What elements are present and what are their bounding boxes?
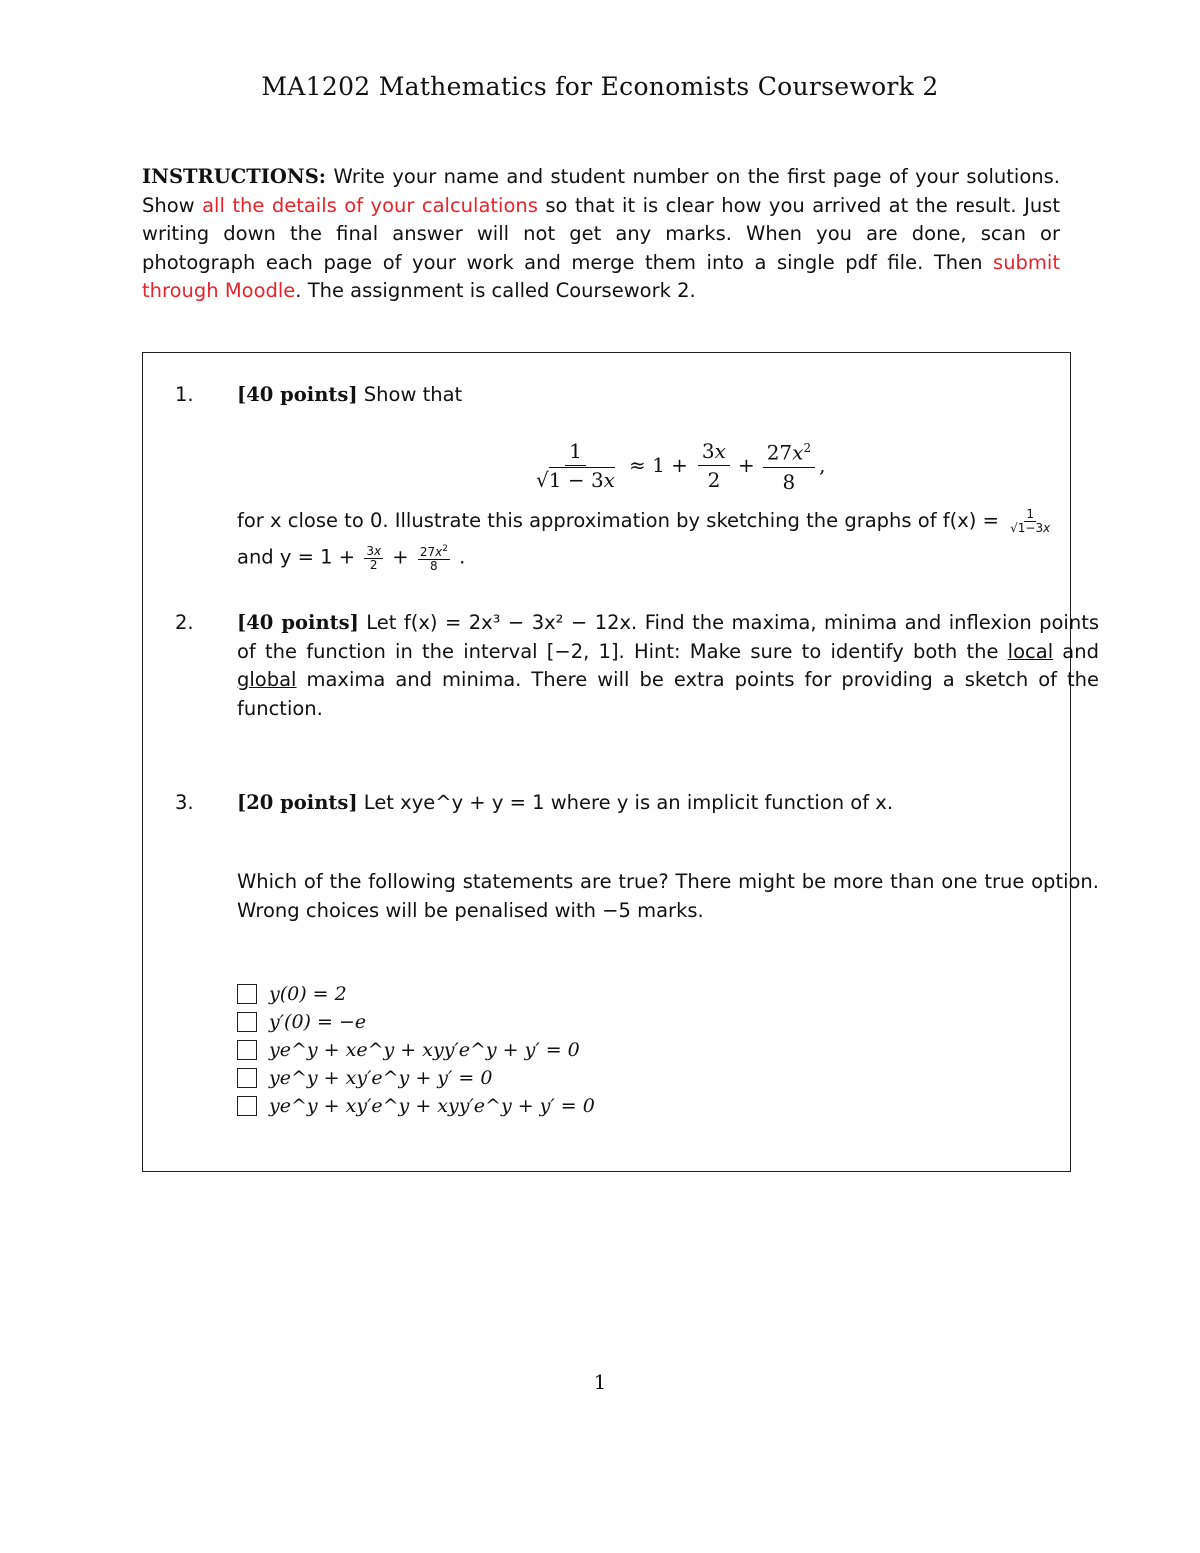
option-4-label: ye^y + xy′e^y + y′ = 0 (269, 1066, 493, 1089)
option-1-checkbox[interactable] (237, 984, 257, 1004)
question-1-number: 1. (175, 383, 194, 406)
instructions-highlight-2: submit through Moodle (142, 250, 1060, 302)
question-2-text-b: maxima and minima. There will be extra points for providing a sketch of the function. (237, 668, 1099, 720)
question-1-text-b-line: and y = 1 + $\frac{3x}{2}$ + $\frac{27x^2}{8}$ . (237, 543, 466, 573)
question-2-number: 2. (175, 611, 194, 634)
question-2-body (237, 609, 1099, 723)
option-1-label: y(0) = 2 (269, 982, 347, 1005)
question-3-text-a: Let xye^y + y = 1 where y is an implicit function of x. (357, 791, 894, 814)
questions-box (142, 352, 1100, 1172)
inline-fraction-3x: $\frac{3x}{2}$ (366, 543, 382, 572)
option-2[interactable] (237, 1008, 366, 1036)
question-1-lead-line (237, 381, 1099, 410)
question-2-and: and (1053, 639, 1099, 663)
question-1-text-a-line (237, 507, 1099, 536)
formula-lhs-fraction: $\frac{1}{√1 - 3x}$ (536, 438, 615, 492)
option-2-label: y′(0) = −e (269, 1010, 367, 1033)
instructions-highlight-1: all the details of your calculations (202, 193, 538, 217)
question-2 (175, 609, 1100, 729)
option-5-checkbox[interactable] (237, 1096, 257, 1116)
instructions-paragraph (142, 163, 1060, 306)
option-5[interactable] (237, 1092, 595, 1120)
question-2-text-a: Let f(x) = 2x³ − 3x² − 12x. Find the maxima, minima and inflexion points of the function in the interval [−2, 1]. Hint: Make sure to identify both the (237, 611, 1100, 663)
question-3-points: [20 points] (237, 791, 358, 814)
question-1-approximation-formula: $\frac{1}{√1 - 3x}$ ≈ 1 + $\frac{3x}{2}$ + $\frac{27x^2}{8}$ , (528, 433, 825, 497)
question-2-local: local (1007, 639, 1054, 663)
question-3-instructions: Which of the following statements are true? There might be more than one true option. Wrong choices will be penalised with −5 marks. (237, 870, 1099, 922)
inline-fraction-27x2: $\frac{27x^2}{8}$ (419, 544, 448, 573)
inline-fraction-f: $\frac{1}{√1-3x}$ (1010, 507, 1051, 535)
option-3[interactable] (237, 1036, 580, 1064)
question-2-global: global (237, 668, 297, 691)
option-4[interactable] (237, 1064, 492, 1092)
instructions-text-2: so that it is clear how you arrived at the result. Just writing down the final answer will not get any marks. When you are done, scan or photograph each page of your work and merge them into a single pdf file. Then (142, 193, 1060, 274)
instructions-label: INSTRUCTIONS: (142, 165, 326, 188)
option-3-checkbox[interactable] (237, 1040, 257, 1060)
question-1-lead: Show that (357, 383, 463, 406)
question-3-number: 3. (175, 791, 194, 814)
option-1[interactable] (237, 980, 347, 1008)
question-1-text-b: and y = 1 + (237, 545, 356, 569)
option-5-label: ye^y + xy′e^y + xyy′e^y + y′ = 0 (269, 1094, 595, 1117)
instructions-text-3: . The assignment is called Coursework 2. (295, 279, 696, 302)
question-1-text-a: for x close to 0. Illustrate this approximation by sketching the graphs of f(x) = (237, 509, 999, 532)
formula-term-3: $\frac{27x^2}{8}$ (763, 436, 815, 494)
question-1 (175, 381, 1065, 573)
option-2-checkbox[interactable] (237, 1012, 257, 1032)
question-3-statement (237, 789, 1099, 818)
formula-term-2: $\frac{3x}{2}$ (698, 439, 730, 492)
option-3-label: ye^y + xe^y + xyy′e^y + y′ = 0 (269, 1038, 580, 1061)
question-1-points: [40 points] (237, 383, 358, 406)
question-3 (175, 789, 1099, 1129)
option-4-checkbox[interactable] (237, 1068, 257, 1088)
page-number: 1 (593, 1370, 607, 1394)
question-2-points: [40 points] (237, 611, 359, 634)
instructions-text-1: Write your name and student number on the first page of your solutions. Show (142, 165, 1060, 217)
page-title: MA1202 Mathematics for Economists Coursework 2 (261, 72, 939, 101)
